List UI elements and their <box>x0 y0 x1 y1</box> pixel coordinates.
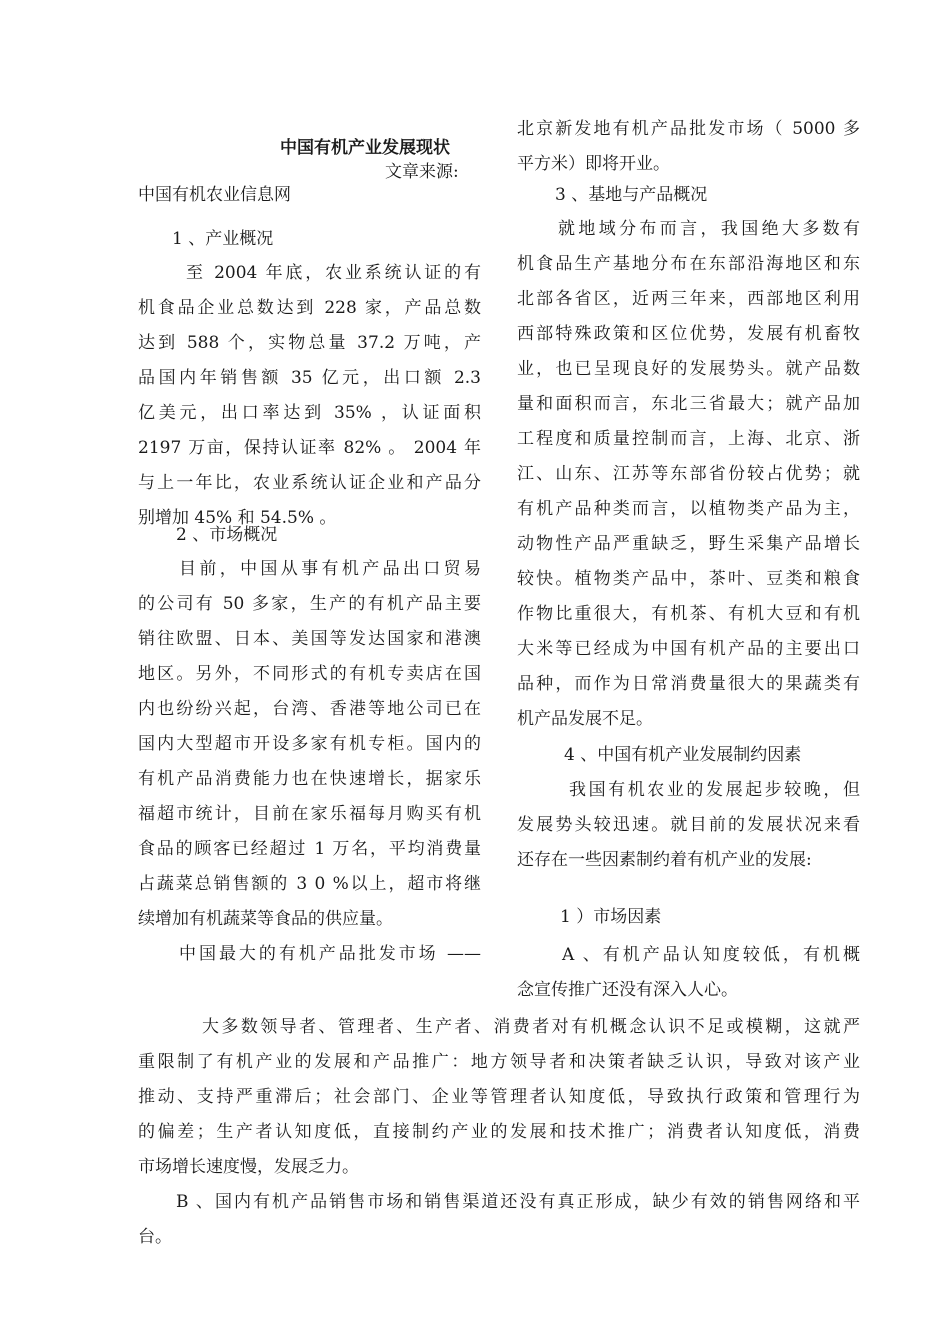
paragraph-line: 我国有机农业的发展起步较晚，但 <box>569 780 860 800</box>
source-name: 中国有机农业信息网 <box>138 185 291 205</box>
paragraph-line: 与上一年比，农业系统认证企业和产品分 <box>138 473 481 493</box>
paragraph-line: 达到 588 个，实物总量 37.2 万吨，产 <box>138 333 481 353</box>
paragraph-line: 平方米）即将开业。 <box>517 154 670 174</box>
paragraph-line: 重限制了有机产业的发展和产品推广：地方领导者和决策者缺乏认识，导致对该产业 <box>138 1052 860 1072</box>
paragraph-line: 别增加 45% 和 54.5% 。 <box>138 508 337 528</box>
paragraph-line: 大米等已经成为中国有机产品的主要出口 <box>517 639 860 659</box>
paragraph-line: 品种，而作为日常消费量很大的果蔬类有 <box>517 674 860 694</box>
paragraph-line: 机食品企业总数达到 228 家，产品总数 <box>138 298 481 318</box>
section-heading-base: 3 、基地与产品概况 <box>555 185 708 205</box>
paragraph-line: 机食品生产基地分布在东部沿海地区和东 <box>517 254 860 274</box>
subheading-market-factors: 1 ）市场因素 <box>560 907 662 927</box>
paragraph-line: 市场增长速度慢，发展乏力。 <box>138 1157 359 1177</box>
paragraph-line: 食品的顾客已经超过 1 万名，平均消费量 <box>138 839 481 859</box>
paragraph-line: 念宣传推广还没有深入人心。 <box>517 980 738 1000</box>
paragraph-line: 推动、支持严重滞后；社会部门、企业等管理者认知度低，导致执行政策和管理行为 <box>138 1087 860 1107</box>
paragraph-line: 亿美元，出口率达到 35% ，认证面积 <box>138 403 481 423</box>
paragraph-line: 品国内年销售额 35 亿元，出口额 2.3 <box>138 368 481 388</box>
paragraph-line: 福超市统计，目前在家乐福每月购买有机 <box>138 804 481 824</box>
paragraph-line: 北部各省区，近两三年来，西部地区利用 <box>517 289 860 309</box>
paragraph-line: 2197 万亩，保持认证率 82% 。 2004 年 <box>138 438 481 458</box>
paragraph-line: 台。 <box>138 1227 172 1247</box>
paragraph-line: 占蔬菜总销售额的 3 0 %以上，超市将继 <box>138 874 481 894</box>
paragraph-line: 至 2004 年底，农业系统认证的有 <box>186 263 481 283</box>
paragraph-line: 业，也已呈现良好的发展势头。就产品数 <box>517 359 860 379</box>
paragraph-line: 中国最大的有机产品批发市场 —— <box>179 944 481 964</box>
paragraph-line: 的公司有 50 多家，生产的有机产品主要 <box>138 594 481 614</box>
paragraph-line: 量和面积而言，东北三省最大；就产品加 <box>517 394 860 414</box>
paragraph-line: B 、国内有机产品销售市场和销售渠道还没有真正形成，缺少有效的销售网络和平 <box>176 1192 860 1212</box>
paragraph-line: 有机产品种类而言，以植物类产品为主， <box>517 499 860 519</box>
paragraph-line: 国内大型超市开设多家有机专柜。国内的 <box>138 734 481 754</box>
paragraph-line: 大多数领导者、管理者、生产者、消费者对有机概念认识不足或模糊，这就严 <box>202 1017 860 1037</box>
paragraph-line: 有机产品消费能力也在快速增长，据家乐 <box>138 769 481 789</box>
paragraph-line: 地区。另外，不同形式的有机专卖店在国 <box>138 664 481 684</box>
paragraph-line: 销往欧盟、日本、美国等发达国家和港澳 <box>138 629 481 649</box>
paragraph-line: 的偏差；生产者认知度低，直接制约产业的发展和技术推广；消费者认知度低，消费 <box>138 1122 860 1142</box>
document-title: 中国有机产业发展现状 <box>280 138 450 158</box>
paragraph-line: 工程度和质量控制而言，上海、北京、浙 <box>517 429 860 449</box>
paragraph-line: 发展势头较迅速。就目前的发展状况来看 <box>517 815 860 835</box>
paragraph-line: 动物性产品严重缺乏，野生采集产品增长 <box>517 534 860 554</box>
paragraph-line: 作物比重很大，有机茶、有机大豆和有机 <box>517 604 860 624</box>
paragraph-line: 机产品发展不足。 <box>517 709 653 729</box>
source-label: 文章来源: <box>385 162 459 182</box>
paragraph-line: 续增加有机蔬菜等食品的供应量。 <box>138 909 393 929</box>
paragraph-line: 江、山东、江苏等东部省份较占优势；就 <box>517 464 860 484</box>
paragraph-line: 西部特殊政策和区位优势，发展有机畜牧 <box>517 324 860 344</box>
paragraph-line: 目前，中国从事有机产品出口贸易 <box>179 559 481 579</box>
section-heading-industry: 1 、产业概况 <box>172 229 274 249</box>
paragraph-line: 还存在一些因素制约着有机产业的发展: <box>517 850 812 870</box>
section-heading-market: 2 、市场概况 <box>176 525 278 545</box>
paragraph-line: A 、有机产品认知度较低，有机概 <box>562 945 860 965</box>
paragraph-line: 内也纷纷兴起，台湾、香港等地公司已在 <box>138 699 481 719</box>
section-heading-constraints: 4 、中国有机产业发展制约因素 <box>564 745 802 765</box>
paragraph-line: 就地域分布而言，我国绝大多数有 <box>558 219 860 239</box>
paragraph-line: 较快。植物类产品中，茶叶、豆类和粮食 <box>517 569 860 589</box>
paragraph-line: 北京新发地有机产品批发市场（ 5000 多 <box>517 119 860 139</box>
